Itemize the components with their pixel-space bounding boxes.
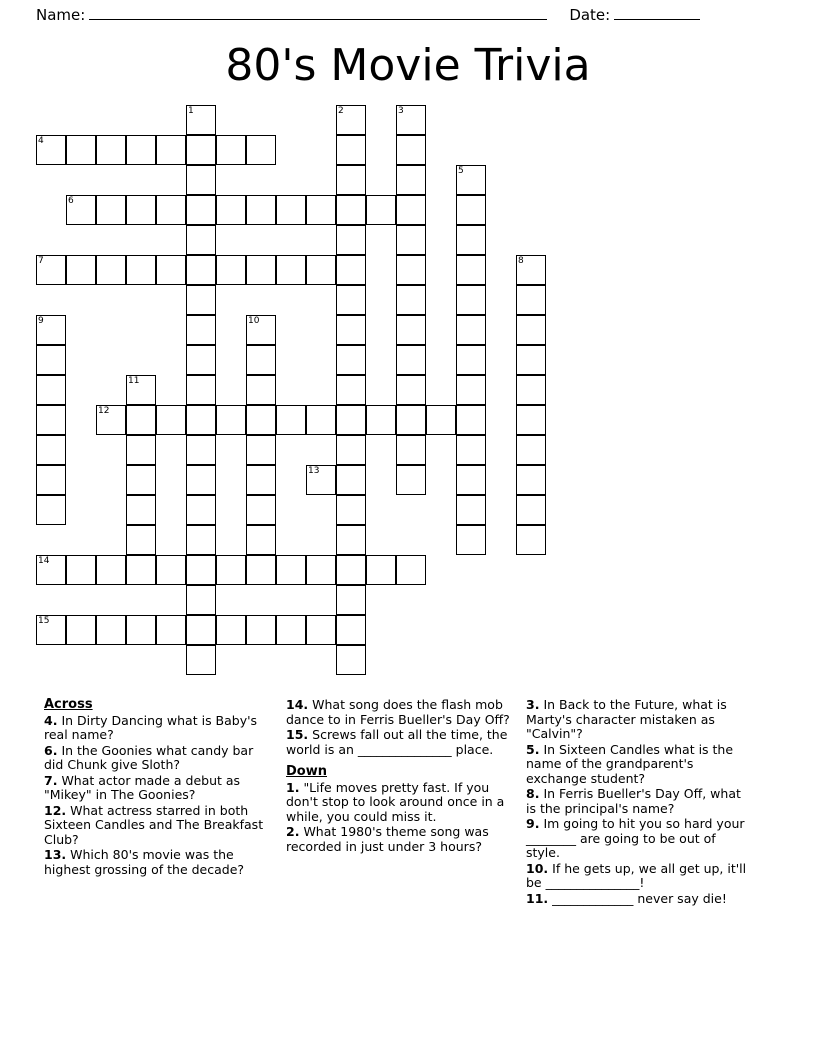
cell-number: 5 — [458, 166, 464, 176]
crossword-cell[interactable] — [396, 465, 426, 495]
crossword-cell[interactable] — [186, 225, 216, 255]
crossword-cell[interactable] — [276, 195, 306, 225]
cell-number: 9 — [38, 316, 44, 326]
crossword-cell[interactable] — [516, 465, 546, 495]
crossword-cell[interactable] — [336, 645, 366, 675]
crossword-cell[interactable] — [186, 195, 216, 225]
crossword-cell[interactable] — [36, 615, 66, 645]
crossword-cell[interactable] — [396, 285, 426, 315]
crossword-cell[interactable] — [336, 405, 366, 435]
clue-number: 4. — [44, 712, 58, 728]
clue-down-5 — [526, 743, 752, 787]
clue-text: In Sixteen Candles what is the name of the grandparent's exchange student? — [526, 741, 734, 786]
crossword-cell[interactable] — [336, 495, 366, 525]
crossword-cell[interactable] — [336, 435, 366, 465]
crossword-cell[interactable] — [336, 315, 366, 345]
clue-text: If he gets up, we all get up, it'll be _______________! — [526, 860, 747, 890]
crossword-cell[interactable] — [126, 195, 156, 225]
crossword-cell[interactable] — [186, 375, 216, 405]
crossword-cell[interactable] — [66, 135, 96, 165]
clue-text: In Dirty Dancing what is Baby's real name? — [44, 712, 258, 742]
crossword-cell[interactable] — [306, 615, 336, 645]
crossword-cell[interactable] — [336, 615, 366, 645]
crossword-cell[interactable] — [396, 135, 426, 165]
cell-number: 7 — [38, 256, 44, 266]
crossword-cell[interactable] — [96, 195, 126, 225]
crossword-cell[interactable] — [186, 285, 216, 315]
clue-text: Screws fall out all the time, the world is an _______________ place. — [286, 727, 508, 757]
clues-column-left — [44, 698, 284, 878]
clue-number: 11. — [526, 890, 549, 906]
crossword-cell[interactable] — [366, 195, 396, 225]
clues-section — [44, 698, 780, 907]
crossword-cell[interactable] — [36, 435, 66, 465]
crossword-cell[interactable] — [186, 615, 216, 645]
clue-text: In the Goonies what candy bar did Chunk give Sloth? — [44, 742, 254, 772]
crossword-cell[interactable] — [66, 255, 96, 285]
crossword-cell[interactable] — [186, 345, 216, 375]
crossword-cell[interactable] — [36, 315, 66, 345]
clue-text: Which 80's movie was the highest grossing of the decade? — [44, 847, 245, 877]
crossword-cell[interactable] — [426, 405, 456, 435]
crossword-cell[interactable] — [396, 555, 426, 585]
crossword-cell[interactable] — [36, 405, 66, 435]
clue-number: 6. — [44, 742, 58, 758]
crossword-cell[interactable] — [276, 615, 306, 645]
crossword-cell[interactable] — [126, 525, 156, 555]
clue-across-4 — [44, 714, 272, 743]
crossword-cell[interactable] — [456, 165, 486, 195]
crossword-cell[interactable] — [246, 135, 276, 165]
crossword-cell[interactable] — [306, 555, 336, 585]
clue-number: 9. — [526, 816, 540, 831]
cell-number: 6 — [68, 196, 74, 206]
crossword-cell[interactable] — [126, 615, 156, 645]
cell-number: 3 — [398, 106, 404, 116]
clue-down-1 — [286, 781, 512, 825]
crossword-cell[interactable] — [126, 135, 156, 165]
crossword-cell[interactable] — [246, 555, 276, 585]
crossword-cell[interactable] — [306, 255, 336, 285]
crossword-cell[interactable] — [306, 465, 336, 495]
clue-number: 10. — [526, 860, 549, 876]
clue-text: In Ferris Bueller's Day Off, what is the principal's name? — [526, 786, 741, 816]
crossword-cell[interactable] — [396, 165, 426, 195]
crossword-cell[interactable] — [516, 315, 546, 345]
crossword-cell[interactable] — [246, 315, 276, 345]
crossword-cell[interactable] — [186, 255, 216, 285]
crossword-cell[interactable] — [336, 135, 366, 165]
crossword-cell[interactable] — [186, 135, 216, 165]
crossword-cell[interactable] — [516, 405, 546, 435]
crossword-cell[interactable] — [456, 255, 486, 285]
clue-across-13 — [44, 848, 272, 877]
crossword-cell[interactable] — [156, 195, 186, 225]
crossword-cell[interactable] — [366, 405, 396, 435]
clue-across-12 — [44, 804, 272, 848]
crossword-cell[interactable] — [156, 615, 186, 645]
clue-number: 15. — [286, 727, 309, 742]
student-info-row — [36, 0, 780, 24]
crossword-cell[interactable] — [96, 405, 126, 435]
crossword-cell[interactable] — [246, 435, 276, 465]
clue-down-3 — [526, 698, 752, 742]
clue-text: In Back to the Future, what is Marty's character mistaken as "Calvin"? — [526, 697, 727, 741]
crossword-cell[interactable] — [336, 555, 366, 585]
crossword-cell[interactable] — [516, 495, 546, 525]
crossword-cell[interactable] — [186, 525, 216, 555]
crossword-cell[interactable] — [156, 555, 186, 585]
cell-number: 8 — [518, 256, 524, 266]
crossword-cell[interactable] — [96, 255, 126, 285]
crossword-cell[interactable] — [456, 315, 486, 345]
crossword-cell[interactable] — [396, 315, 426, 345]
clue-number: 2. — [286, 824, 300, 839]
crossword-cell[interactable] — [516, 285, 546, 315]
crossword-cell[interactable] — [456, 525, 486, 555]
crossword-cell[interactable] — [516, 345, 546, 375]
crossword-cell[interactable] — [516, 435, 546, 465]
crossword-cell[interactable] — [246, 255, 276, 285]
clue-text: What 1980's theme song was recorded in just under 3 hours? — [286, 824, 489, 854]
clue-number: 3. — [526, 697, 540, 712]
crossword-cell[interactable] — [246, 375, 276, 405]
crossword-cell[interactable] — [246, 465, 276, 495]
crossword-grid[interactable] — [36, 105, 780, 695]
clue-text: "Life moves pretty fast. If you don't stop to look around once in a while, you could miss it. — [286, 779, 505, 824]
cell-number: 12 — [98, 406, 110, 416]
crossword-cell[interactable] — [36, 135, 66, 165]
crossword-cell[interactable] — [396, 105, 426, 135]
crossword-cell[interactable] — [276, 555, 306, 585]
crossword-cell[interactable] — [456, 465, 486, 495]
crossword-cell[interactable] — [246, 405, 276, 435]
crossword-cell[interactable] — [456, 195, 486, 225]
crossword-cell[interactable] — [216, 195, 246, 225]
crossword-cell[interactable] — [36, 495, 66, 525]
crossword-cell[interactable] — [396, 345, 426, 375]
cell-number: 10 — [248, 316, 260, 326]
crossword-cell[interactable] — [516, 525, 546, 555]
cell-number: 2 — [338, 106, 344, 116]
crossword-cell[interactable] — [36, 465, 66, 495]
crossword-cell[interactable] — [336, 285, 366, 315]
crossword-cell[interactable] — [186, 585, 216, 615]
crossword-cell[interactable] — [246, 495, 276, 525]
clue-across-14 — [286, 698, 512, 727]
clue-across-15 — [286, 728, 512, 757]
clue-down-8 — [526, 787, 752, 816]
crossword-cell[interactable] — [96, 615, 126, 645]
clue-number: 8. — [526, 786, 540, 801]
clue-number: 1. — [286, 779, 300, 795]
name-blank-line[interactable] — [89, 7, 547, 20]
crossword-cell[interactable] — [156, 405, 186, 435]
down-heading: Down — [286, 764, 327, 779]
crossword-cell[interactable] — [216, 135, 246, 165]
crossword-cell[interactable] — [246, 525, 276, 555]
crossword-cell[interactable] — [306, 405, 336, 435]
clue-down-9 — [526, 817, 752, 861]
crossword-cell[interactable] — [216, 405, 246, 435]
crossword-cell[interactable] — [126, 255, 156, 285]
crossword-cell[interactable] — [66, 195, 96, 225]
crossword-cell[interactable] — [456, 405, 486, 435]
clue-number: 12. — [44, 802, 67, 818]
crossword-cell[interactable] — [186, 645, 216, 675]
crossword-cell[interactable] — [336, 195, 366, 225]
crossword-cell[interactable] — [246, 195, 276, 225]
crossword-cell[interactable] — [396, 375, 426, 405]
crossword-cell[interactable] — [36, 255, 66, 285]
crossword-cell[interactable] — [366, 555, 396, 585]
cell-number: 4 — [38, 136, 44, 146]
crossword-cell[interactable] — [186, 495, 216, 525]
crossword-cell[interactable] — [126, 405, 156, 435]
crossword-cell[interactable] — [396, 225, 426, 255]
crossword-cell[interactable] — [186, 315, 216, 345]
crossword-cell[interactable] — [186, 405, 216, 435]
crossword-cell[interactable] — [306, 195, 336, 225]
crossword-cell[interactable] — [516, 255, 546, 285]
cell-number: 14 — [38, 556, 50, 566]
crossword-cell[interactable] — [456, 435, 486, 465]
crossword-cell[interactable] — [336, 165, 366, 195]
crossword-cell[interactable] — [456, 225, 486, 255]
clue-number: 13. — [44, 847, 67, 862]
cell-number: 15 — [38, 616, 50, 626]
crossword-cell[interactable] — [126, 495, 156, 525]
name-label: Name: — [36, 6, 86, 24]
crossword-cell[interactable] — [456, 495, 486, 525]
cell-number: 13 — [308, 466, 320, 476]
clues-column-right — [524, 698, 764, 907]
page-title: 80's Movie Trivia — [225, 40, 591, 91]
crossword-cell[interactable] — [186, 105, 216, 135]
crossword-cell[interactable] — [66, 615, 96, 645]
crossword-cell[interactable] — [396, 255, 426, 285]
crossword-cell[interactable] — [276, 405, 306, 435]
clue-text: What actor made a debut as "Mikey" in The Goonies? — [44, 772, 241, 802]
crossword-cell[interactable] — [156, 135, 186, 165]
crossword-cell[interactable] — [36, 345, 66, 375]
clue-across-7 — [44, 774, 272, 803]
clue-number: 14. — [286, 697, 309, 712]
crossword-cell[interactable] — [186, 465, 216, 495]
cell-number: 11 — [128, 376, 140, 386]
crossword-cell[interactable] — [456, 285, 486, 315]
crossword-cell[interactable] — [126, 555, 156, 585]
crossword-cell[interactable] — [336, 585, 366, 615]
crossword-cell[interactable] — [456, 375, 486, 405]
crossword-cell[interactable] — [336, 225, 366, 255]
clue-down-2 — [286, 825, 512, 854]
crossword-cell[interactable] — [186, 435, 216, 465]
crossword-cell[interactable] — [456, 345, 486, 375]
crossword-cell[interactable] — [96, 135, 126, 165]
crossword-cell[interactable] — [66, 555, 96, 585]
crossword-cell[interactable] — [36, 555, 66, 585]
crossword-cell[interactable] — [186, 555, 216, 585]
crossword-cell[interactable] — [336, 345, 366, 375]
clues-column-middle — [284, 698, 524, 855]
cell-number: 1 — [188, 106, 194, 116]
crossword-cell[interactable] — [336, 465, 366, 495]
date-label: Date: — [569, 6, 611, 24]
across-heading: Across — [44, 697, 93, 712]
crossword-cell[interactable] — [396, 435, 426, 465]
crossword-cell[interactable] — [336, 105, 366, 135]
clue-text: _____________ never say die! — [552, 890, 727, 906]
clue-text: What actress starred in both Sixteen Candles and The Breakfast Club? — [44, 802, 264, 847]
clue-down-10 — [526, 862, 752, 891]
crossword-cell[interactable] — [516, 375, 546, 405]
crossword-cell[interactable] — [336, 255, 366, 285]
crossword-cell[interactable] — [246, 345, 276, 375]
clue-number: 7. — [44, 772, 58, 788]
crossword-cell[interactable] — [36, 375, 66, 405]
crossword-cell[interactable] — [336, 375, 366, 405]
clue-down-11 — [526, 892, 752, 907]
crossword-cell[interactable] — [216, 555, 246, 585]
crossword-cell[interactable] — [126, 465, 156, 495]
crossword-cell[interactable] — [246, 615, 276, 645]
clue-across-6 — [44, 744, 272, 773]
date-blank-line[interactable] — [614, 7, 700, 20]
crossword-cell[interactable] — [216, 255, 246, 285]
clue-text: What song does the flash mob dance to in Ferris Bueller's Day Off? — [286, 697, 510, 727]
crossword-cell[interactable] — [216, 615, 246, 645]
crossword-cell[interactable] — [126, 435, 156, 465]
crossword-cell[interactable] — [156, 255, 186, 285]
clue-number: 5. — [526, 741, 540, 757]
crossword-cell[interactable] — [126, 375, 156, 405]
clue-text: Im going to hit you so hard your ________ are going to be out of style. — [526, 816, 745, 860]
crossword-cell[interactable] — [396, 405, 426, 435]
crossword-cell[interactable] — [96, 555, 126, 585]
crossword-cell[interactable] — [276, 255, 306, 285]
crossword-cell[interactable] — [186, 165, 216, 195]
crossword-cell[interactable] — [396, 195, 426, 225]
crossword-cell[interactable] — [336, 525, 366, 555]
